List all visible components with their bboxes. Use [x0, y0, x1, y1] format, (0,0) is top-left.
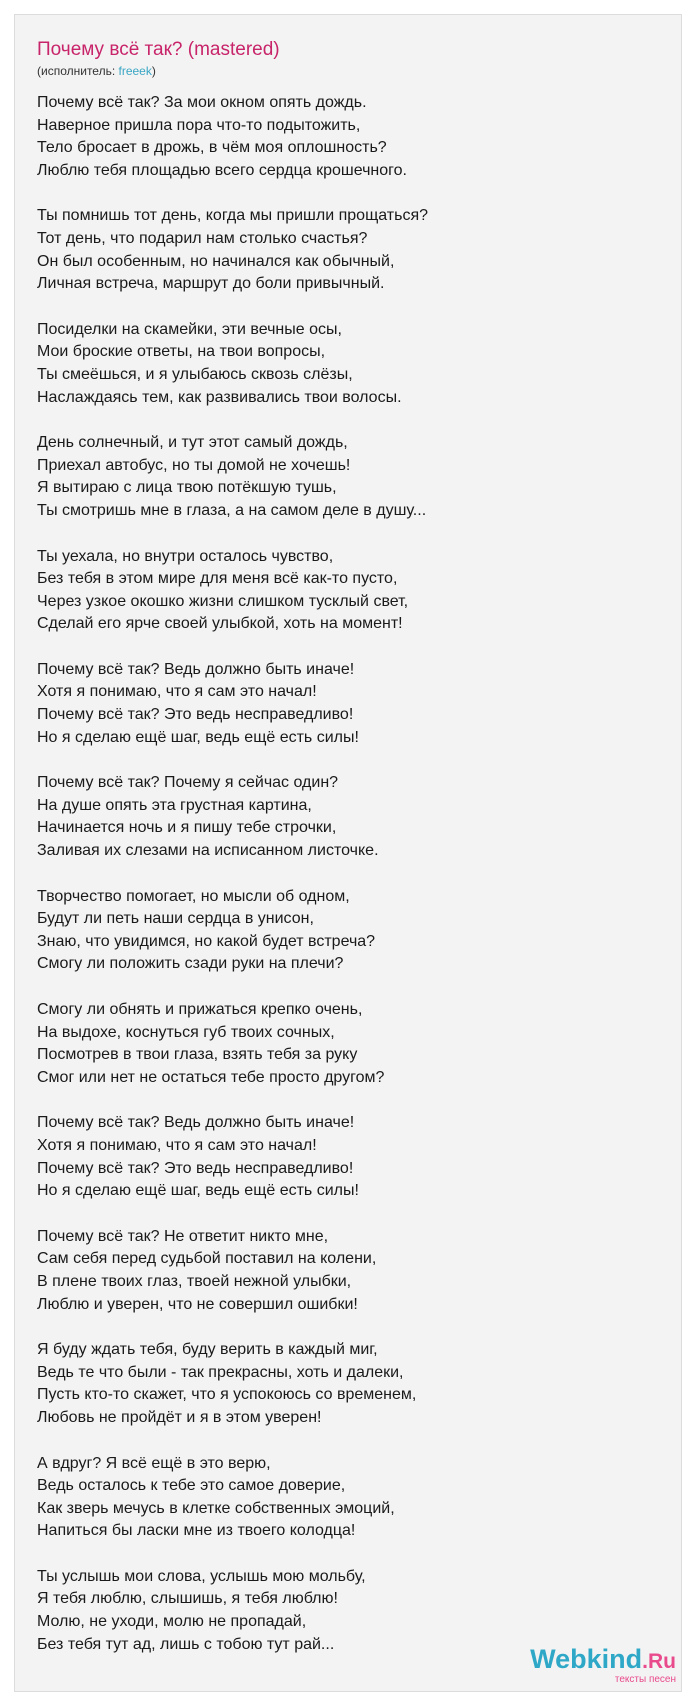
artist-link[interactable]: freeek	[118, 64, 152, 78]
logo-main-text: Webkind	[530, 1644, 643, 1674]
lyrics-stanza	[37, 1112, 667, 1202]
lyrics-line: Напиться бы ласки мне из твоего колодца!	[37, 1522, 356, 1540]
lyrics-line: Я вытираю с лица твою потёкшую тушь,	[37, 479, 337, 497]
lyrics-line: Ты смеёшься, и я улыбаюсь сквозь слёзы,	[37, 365, 353, 383]
lyrics-stanza	[37, 546, 667, 636]
lyrics-line: Но я сделаю ещё шаг, ведь ещё есть силы!	[37, 1182, 359, 1200]
lyrics-line: Почему всё так? Ведь должно быть иначе!	[37, 660, 355, 678]
lyrics-stanza	[37, 999, 667, 1089]
lyrics-line: Молю, не уходи, молю не пропадай,	[37, 1613, 307, 1631]
lyrics-line: Ты смотришь мне в глаза, а на самом деле в душу...	[37, 501, 427, 519]
lyrics-line: Смогу ли положить сзади руки на плечи?	[37, 955, 344, 973]
lyrics-line: Смогу ли обнять и прижаться крепко очень,	[37, 1001, 363, 1018]
lyrics-line: Люблю тебя площадью всего сердца крошечного.	[37, 161, 407, 179]
lyrics-line: На выдохе, коснуться губ твоих сочных,	[37, 1023, 335, 1041]
lyrics-stanza	[37, 1226, 667, 1316]
lyrics-line: Тот день, что подарил нам столько счастья?	[37, 229, 368, 247]
lyrics-stanza	[37, 1566, 667, 1656]
artist-line	[37, 64, 156, 79]
lyrics-line: Почему всё так? За мои окном опять дождь.	[37, 94, 367, 111]
lyrics-line: Люблю и уверен, что не совершил ошибки!	[37, 1295, 358, 1313]
logo-wordmark	[530, 1646, 676, 1673]
lyrics-line: Посиделки на скамейки, эти вечные осы,	[37, 320, 342, 338]
artist-suffix: )	[151, 64, 156, 78]
lyrics-line: На душе опять эта грустная картина,	[37, 796, 312, 814]
lyrics-line: Знаю, что увидимся, но какой будет встреча?	[37, 932, 376, 950]
lyrics-line: Хотя я понимаю, что я сам это начал!	[37, 683, 317, 701]
lyrics-line: Почему всё так? Ведь должно быть иначе!	[37, 1114, 355, 1132]
site-logo[interactable]	[530, 1646, 676, 1685]
lyrics-line: Посмотрев в твои глаза, взять тебя за руку	[37, 1046, 358, 1064]
lyrics-line: Пусть кто-то скажет, что я успокоюсь со временем,	[37, 1386, 417, 1404]
song-title: Почему всё так? (mastered)	[37, 39, 280, 60]
lyrics-line: Ты помнишь тот день, когда мы пришли прощаться?	[37, 207, 429, 225]
lyrics-line: Через узкое окошко жизни слишком тусклый свет,	[37, 592, 409, 610]
lyrics-body	[37, 92, 667, 1679]
lyrics-line: Хотя я понимаю, что я сам это начал!	[37, 1136, 317, 1154]
lyrics-line: Творчество помогает, но мысли об одном,	[37, 887, 350, 905]
lyrics-line: Мои броские ответы, на твои вопросы,	[37, 343, 326, 361]
lyrics-line: Почему всё так? Почему я сейчас один?	[37, 774, 339, 792]
lyrics-line: День солнечный, и тут этот самый дождь,	[37, 434, 348, 452]
lyrics-line: В плене твоих глаз, твоей нежной улыбки,	[37, 1272, 352, 1290]
lyrics-line: Почему всё так? Это ведь несправедливо!	[37, 706, 354, 724]
lyrics-line: Начинается ночь и я пишу тебе строчки,	[37, 819, 337, 837]
lyrics-line: Приехал автобус, но ты домой не хочешь!	[37, 456, 351, 474]
lyrics-line: Сделай его ярче своей улыбкой, хоть на момент!	[37, 615, 403, 633]
lyrics-stanza	[37, 92, 667, 182]
lyrics-line: Наверное пришла пора что-то подытожить,	[37, 116, 361, 134]
lyrics-line: Будут ли петь наши сердца в унисон,	[37, 910, 314, 928]
lyrics-line: Он был особенным, но начинался как обычный,	[37, 252, 395, 270]
lyrics-line: Тело бросает в дрожь, в чём моя оплошность?	[37, 139, 387, 157]
lyrics-line: А вдруг? Я всё ещё в это верю,	[37, 1454, 271, 1472]
lyrics-line: Любовь не пройдёт и я в этом уверен!	[37, 1408, 322, 1426]
lyrics-line: Ведь осталось к тебе это самое доверие,	[37, 1477, 346, 1495]
lyrics-line: Но я сделаю ещё шаг, ведь ещё есть силы!	[37, 728, 359, 746]
logo-tagline: тексты песен	[614, 1674, 676, 1685]
lyrics-line: Сам себя перед судьбой поставил на колени,	[37, 1250, 377, 1268]
lyrics-line: Без тебя тут ад, лишь с тобою тут рай...	[37, 1635, 335, 1653]
lyrics-stanza	[37, 432, 667, 522]
lyrics-line: Ведь те что были - так прекрасны, хоть и далеки,	[37, 1363, 404, 1381]
lyrics-line: Наслаждаясь тем, как развивались твои волосы.	[37, 388, 402, 406]
logo-tld: .Ru	[642, 1650, 676, 1673]
lyrics-line: Я тебя люблю, слышишь, я тебя люблю!	[37, 1590, 338, 1608]
lyrics-stanza	[37, 1453, 667, 1543]
artist-prefix: (исполнитель:	[37, 64, 119, 78]
lyrics-line: Почему всё так? Не ответит никто мне,	[37, 1227, 329, 1245]
lyrics-stanza	[37, 659, 667, 749]
lyrics-line: Ты услышь мои слова, услышь мою мольбу,	[37, 1567, 366, 1585]
lyrics-line: Заливая их слезами на исписанном листочке.	[37, 842, 379, 860]
lyrics-line: Без тебя в этом мире для меня всё как-то пусто,	[37, 570, 398, 588]
lyrics-stanza	[37, 319, 667, 409]
lyrics-line: Как зверь мечусь в клетке собственных эмоций,	[37, 1499, 395, 1517]
lyrics-stanza	[37, 205, 667, 295]
lyrics-stanza	[37, 886, 667, 976]
lyrics-line: Я буду ждать тебя, буду верить в каждый миг,	[37, 1341, 378, 1359]
lyrics-line: Ты уехала, но внутри осталось чувство,	[37, 547, 334, 565]
lyrics-line: Смог или нет не остаться тебе просто другом?	[37, 1068, 385, 1086]
lyrics-line: Почему всё так? Это ведь несправедливо!	[37, 1159, 354, 1177]
lyrics-stanza	[37, 772, 667, 862]
lyrics-line: Личная встреча, маршрут до боли привычный.	[37, 275, 385, 293]
lyrics-stanza	[37, 1339, 667, 1429]
